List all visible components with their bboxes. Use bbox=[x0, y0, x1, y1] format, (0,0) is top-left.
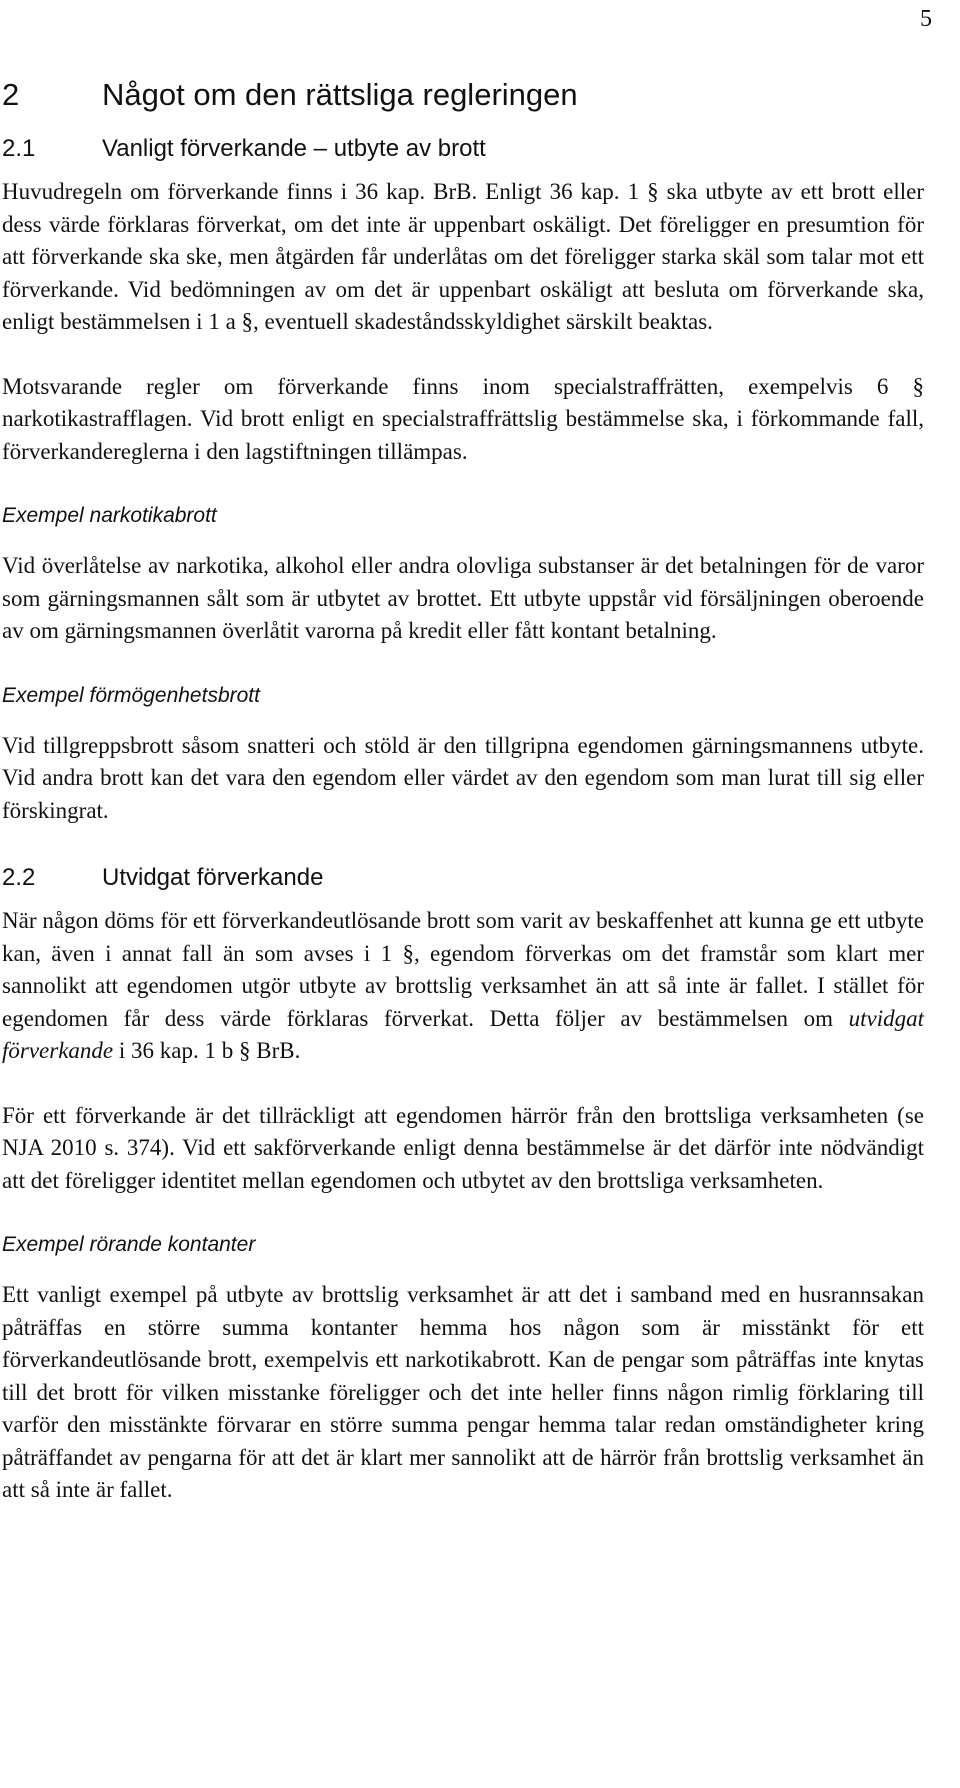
subsection-number: 2.2 bbox=[2, 864, 36, 891]
page-number: 5 bbox=[920, 6, 932, 32]
section-heading bbox=[2, 74, 924, 116]
example-text-narcotics: Vid överlåtelse av narkotika, alkohol eller andra olovliga substanser är det betalningen för de varor som gärningsmannen sålt som är utbytet av brottet. Ett utbyte uppstår vid försäljningen oberoende av om gärningsmannen överlåtit varorna på kredit eller fått kontant betalning. bbox=[2, 553, 924, 643]
example-text-cash: Ett vanligt exempel på utbyte av brottslig verksamhet är att det i samband med en husrannsakan påträffas en större summa kontanter hemma hos någon som är misstänkt för ett förverkandeutlösande brott, exempelvis ett narkotikabrott. Kan de pengar som påträffas inte knytas till det brott för vilken misstanke föreligger och det inte heller finns någon rimlig förklaring till varför den misstänkte förvarar en större summa pengar hemma talar redan omständigheter kring påträffandet av pengarna för att det är klart mer sannolikt att de härrör från brottslig verksamhet än att så inte är fallet. bbox=[2, 1282, 924, 1502]
emphasized-term: utvidgat förverkande bbox=[2, 1005, 924, 1063]
paragraph-special-law: Motsvarande regler om förverkande finns inom specialstraffrätten, exempelvis 6 § narkotikastrafflagen. Vid brott enligt en specialstraffrättslig bestämmelse ska, i förkommande fall, förverkandereglerna i den lagstiftningen tillämpas. bbox=[2, 373, 924, 464]
paragraph-main-rule: Huvudregeln om förverkande finns i 36 kap. BrB. Enligt 36 kap. 1 § ska utbyte av ett brott eller dess värde förklaras förverkat, om det inte är uppenbart oskäligt. Det föreligger en presumtion för att förverkande ska ske, men åtgärden får underlåtas om det föreligger starka skäl som talar mot ett förverkande. Vid bedömningen av om det är uppenbart oskäligt att besluta om förverkande ska, enligt bestämmelsen i 1 a §, eventuell skadeståndsskyldighet särskilt beaktas. bbox=[2, 179, 924, 334]
paragraph-extended-forfeiture bbox=[2, 905, 924, 1068]
example-text-property: Vid tillgreppsbrott såsom snatteri och stöld är den tillgripna egendomen gärningsmannens utbyte. Vid andra brott kan det vara den egendom eller värdet av den egendom som man lurat till sig eller förskingrat. bbox=[2, 732, 924, 823]
subsection-title: Utvidgat förverkande bbox=[102, 864, 324, 891]
subsection-number: 2.1 bbox=[2, 135, 36, 162]
document-body bbox=[2, 62, 924, 1541]
section-title: Något om den rättsliga regleringen bbox=[102, 77, 578, 112]
subsection-heading-2-1 bbox=[2, 130, 924, 168]
paragraph-text: i 36 kap. 1 b § BrB. bbox=[113, 1038, 301, 1063]
paragraph-text: När någon döms för ett förverkandeutlösande brott som varit av beskaffenhet att kunna ge ett utbyte kan, även i annat fall än som avses i 1 §, egendom förverkas om det framstår som klart mer sannolikt att egendomen utgör utbyte av brottslig verksamhet än att så inte är fallet. I stället för egendomen får dess värde förklaras förverkat. Detta följer av bestämmelsen om bbox=[2, 908, 924, 1031]
subsection-title: Vanligt förverkande – utbyte av brott bbox=[102, 135, 486, 162]
example-heading-narcotics: Exempel narkotikabrott bbox=[2, 504, 217, 527]
subsection-heading-2-2 bbox=[2, 859, 924, 897]
paragraph-sufficiency: För ett förverkande är det tillräckligt att egendomen härrör från den brottsliga verksamheten (se NJA 2010 s. 374). Vid ett sakförverkande enligt denna bestämmelse är det därför inte nödvändigt att det föreligger identitet mellan egendomen och utbytet av den brottsliga verksamheten. bbox=[2, 1102, 924, 1193]
section-number: 2 bbox=[2, 77, 20, 112]
example-heading-property: Exempel förmögenhetsbrott bbox=[2, 683, 260, 707]
example-heading-cash: Exempel rörande kontanter bbox=[2, 1233, 256, 1256]
